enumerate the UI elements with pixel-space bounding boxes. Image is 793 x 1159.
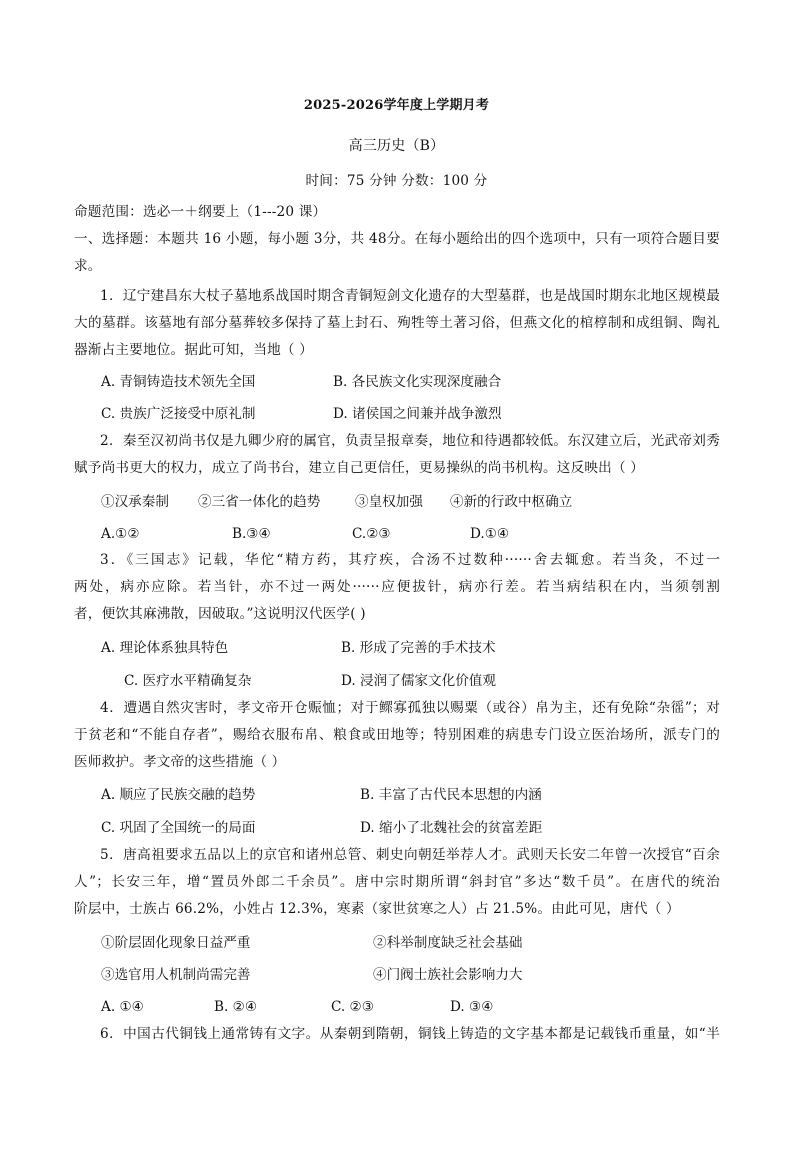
- q3-option-c: C. 医疗水平精确复杂: [124, 673, 252, 689]
- q3-line-3: 者，便饮其麻沸散，因破取。”这说明汉代医学( ): [74, 606, 366, 622]
- q5-item-3: ③选官用人机制尚需完善: [101, 967, 251, 983]
- exam-subtitle: 高三历史（B）: [348, 138, 445, 154]
- q5-option-a: A. ①④: [101, 999, 144, 1015]
- q1-option-b: B. 各民族文化实现深度融合: [333, 374, 502, 390]
- q4-option-c: C. 巩固了全国统一的局面: [101, 820, 256, 836]
- q1-option-c: C. 贵族广泛接受中原礼制: [101, 406, 256, 422]
- q1-line-1: 1．辽宁建昌东大杖子墓地系战国时期含青铜短剑文化遗存的大型墓群，也是战国时期东北地区规模最: [100, 288, 720, 304]
- q5-item-2: ②科举制度缺乏社会基础: [373, 935, 523, 951]
- q2-option-a: A.①②: [101, 526, 140, 542]
- q6-line-1: 6．中国古代铜钱上通常铸有文字。从秦朝到隋朝，铜钱上铸造的文字基本都是记载钱币重量，如“半: [100, 1026, 720, 1042]
- section-intro-line-1: 一、选择题：本题共 16 小题，每小题 3分，共 48分。在每小题给出的四个选项中，只有一项符合题目要: [74, 231, 720, 247]
- q3-line-2: 两处，病亦应除。若当针，亦不过一两处······应便拔针，病亦行差。若当病结积在内，当须刳割: [74, 579, 720, 595]
- q4-option-d: D. 缩小了北魏社会的贫富差距: [360, 820, 543, 836]
- q2-item-4: ④新的行政中枢确立: [450, 494, 573, 510]
- q5-line-1: 5．唐高祖要求五品以上的京官和诸州总管、刺史向朝廷举荐人才。武则天长安二年曾一次授官“百余: [100, 847, 720, 863]
- q2-option-c: C.②③: [352, 526, 391, 542]
- q5-line-2: 人”；长安三年，增“置员外郎二千余员”。唐中宗时期所谓“斜封官”多达“数千员”。在唐代的统治: [74, 874, 720, 890]
- q4-line-2: 于贫老和“不能自存者”，赐给衣服布帛、粮食或田地等；特别困难的病患专门设立医治场所，派专门的: [74, 727, 720, 743]
- q2-option-d: D.①④: [470, 526, 510, 542]
- q2-item-3: ③皇权加强: [355, 494, 423, 510]
- q1-option-a: A. 青铜铸造技术领先全国: [101, 374, 256, 390]
- q4-option-b: B. 丰富了古代民本思想的内涵: [360, 787, 542, 803]
- exam-time-score: 时间：75 分钟 分数：100 分: [305, 173, 488, 189]
- q5-item-1: ①阶层固化现象日益严重: [101, 935, 251, 951]
- q2-item-2: ②三省一体化的趋势: [198, 494, 321, 510]
- q1-line-2: 大的墓群。该墓地有部分墓葬较多保持了墓上封石、殉牲等土著习俗，但燕文化的棺椁制和成组铜、陶礼: [74, 315, 720, 331]
- q4-line-3: 医师救护。孝文帝的这些措施（ ）: [74, 754, 286, 770]
- q4-option-a: A. 顺应了民族交融的趋势: [101, 787, 256, 803]
- q3-option-a: A. 理论体系独具特色: [101, 640, 229, 656]
- exam-scope: 命题范围：选必一＋纲要上（1---20 课）: [74, 204, 327, 220]
- q1-option-d: D. 诸侯国之间兼并战争激烈: [333, 406, 502, 422]
- section-intro-line-2: 求。: [74, 258, 102, 274]
- q3-option-b: B. 形成了完善的手术技术: [341, 640, 496, 656]
- q5-item-4: ④门阀士族社会影响力大: [373, 967, 523, 983]
- q5-line-3: 阶层中，士族占 66.2%，小姓占 12.3%，寒素（家世贫寒之人）占 21.5%。由此可见，唐代（ ）: [74, 901, 680, 917]
- q1-line-3: 器渐占主要地位。据此可知，当地（ ）: [74, 342, 314, 358]
- q5-option-c: C. ②③: [331, 999, 374, 1015]
- q4-line-1: 4．遭遇自然灾害时，孝文帝开仓赈恤；对于鳏寡孤独以赐粟（或谷）帛为主，还有免除“杂徭”；对: [100, 700, 720, 716]
- q5-option-d: D. ③④: [450, 999, 494, 1015]
- exam-title: 2025-2026学年度上学期月考: [303, 98, 490, 113]
- q2-line-1: 2．秦至汉初尚书仅是九卿少府的属官，负责呈报章奏，地位和待遇都较低。东汉建立后，光武帝刘秀: [100, 433, 720, 449]
- q2-line-2: 赋予尚书更大的权力，成立了尚书台，建立自己更信任，更易操纵的尚书机构。这反映出（ ）: [74, 460, 645, 476]
- q3-line-1: 3．《三国志》记载，华佗“精方药，其疗疾，合汤不过数种······舍去辄愈。若当灸，不过一: [100, 552, 720, 568]
- q2-option-b: B.③④: [232, 526, 271, 542]
- q2-item-1: ①汉承秦制: [101, 494, 169, 510]
- q3-option-d: D. 浸润了儒家文化价值观: [341, 673, 496, 689]
- q5-option-b: B. ②④: [214, 999, 258, 1015]
